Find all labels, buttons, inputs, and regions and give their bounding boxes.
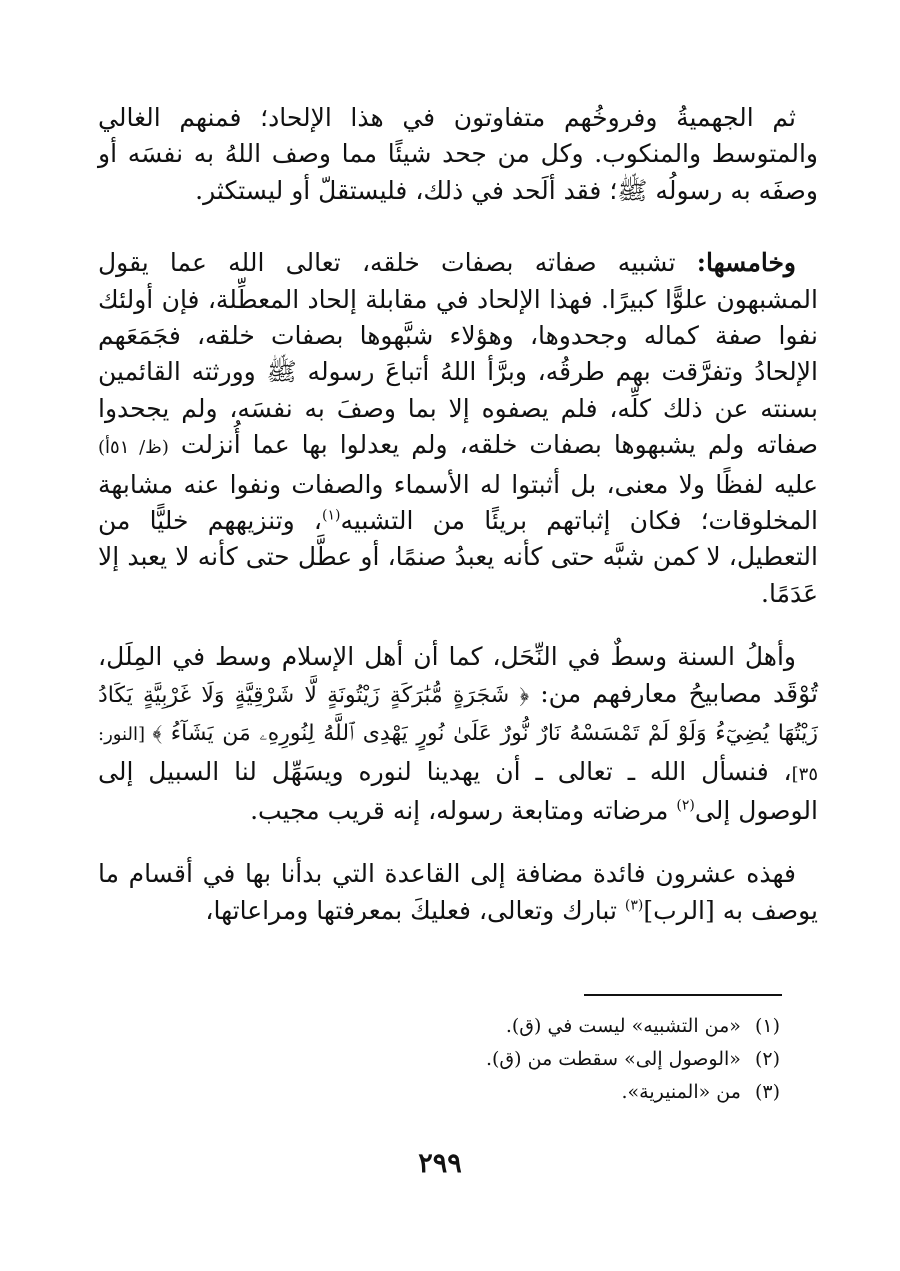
footnote-text: «الوصول إلى» سقطت من (ق). — [485, 1048, 741, 1070]
paragraph-3-part-2: ، فنسأل الله ـ تعالى ـ أن يهدينا لنوره ويسَهِّل لنا السبيل إلى الوصول إلى — [98, 756, 818, 825]
verse-reference: [النور: ٣٥] — [98, 724, 818, 785]
footnote-divider — [584, 994, 782, 996]
paragraph-3-part-3: مرضاته ومتابعة رسوله، إنه قريب مجيب. — [250, 795, 677, 825]
footnote-1 — [220, 1010, 780, 1043]
footnote-text: «من التشبيه» ليست في (ق). — [505, 1015, 741, 1037]
footnote-marker-2: (٢) — [676, 797, 695, 814]
footnote-number: (٢) — [754, 1048, 780, 1070]
paragraph-2-part-2: عليه لفظًا ولا معنى، بل أثبتوا له الأسماء والصفات ونفوا عنه مشابهة المخلوقات؛ فكان إثباتهم بريئًا من التشبيه — [98, 469, 819, 536]
quran-verse: ﴿ شَجَرَةٍ مُّبَٰرَكَةٍ زَيْتُونَةٍ لَّا شَرْقِيَّةٍ وَلَا غَرْبِيَّةٍ يَكَادُ زَيْتُهَا يُضِيٓءُ وَلَوْ لَمْ تَمْسَسْهُ نَارٌ نُّورٌ عَلَىٰ نُورٍ يَهْدِى ٱللَّهُ لِنُورِهِۦ مَن يَشَآءُ ﴾ — [98, 682, 818, 747]
footnote-text: من «المنيرية». — [621, 1081, 741, 1103]
footnotes — [220, 1010, 780, 1109]
paragraph-2-part-1: تشبيه صفاته بصفات خلقه، تعالى الله عما يقول المشبهون علوًّا كبيرًا. فهذا الإلحاد في مقابلة إلحاد المعطِّلة، فإن أولئك نفوا صفة كماله وجحدوها، وهؤلاء شبَّهوها بصفات خلقه، فجَمَعَهم الإلحادُ وتفرَّقت بهم طرقُه، وبرَّأ اللهُ أتباعَ رسوله ﷺ وورثته القائمين بسنته عن ذلك كلِّه، فلم يصفوه إلا بما وصفَ به نفسَه، ولم يجحدوا صفاته ولم يشبهوها بصفات خلقه، ولم يعدلوا بها عما أُنزلت — [98, 248, 818, 460]
footnote-2 — [220, 1043, 780, 1076]
footnote-number: (٣) — [754, 1081, 780, 1103]
footnote-3 — [220, 1076, 780, 1109]
paragraph-3-part-1: وأهلُ السنة وسطٌ في النِّحَل، كما أن أهل الإسلام وسط في المِلَل، تُوْقَد مصابيحُ معارفهم من: — [98, 642, 818, 708]
manuscript-reference: (ظ/ ٥١أ) — [98, 437, 169, 459]
paragraph-2-lead: وخامسها: — [696, 248, 796, 278]
paragraph-4 — [98, 856, 818, 929]
page-body — [98, 100, 818, 956]
paragraph-3 — [98, 639, 818, 829]
footnote-number: (١) — [754, 1015, 780, 1037]
paragraph-4-part-2: تبارك وتعالى، فعليكَ بمعرفتها ومراعاتها، — [205, 895, 625, 925]
paragraph-1-text: ثم الجهميةُ وفروخُهم متفاوتون في هذا الإلحاد؛ فمنهم الغالي والمتوسط والمنكوب. وكل من جحد شيئًا مما وصف اللهُ به نفسَه أو وصفَه به رسولُه ﷺ؛ فقد ألَحد في ذلك، فليستقلّ أو ليستكثر. — [98, 103, 818, 205]
footnote-marker-3: (٣) — [624, 897, 644, 914]
page-number: ٢٩٩ — [418, 1148, 462, 1179]
paragraph-2 — [98, 245, 818, 612]
paragraph-4-part-1: فهذه عشرون فائدة مضافة إلى القاعدة التي بدأنا بها في أقسام ما يوصف به [الرب] — [98, 859, 818, 925]
footnote-marker-1: (١) — [322, 507, 341, 524]
paragraph-2-part-3: ، وتنزيههم خليًّا من التعطيل، لا كمن شبَّه حتى كأنه يعبدُ صنمًا، أو عطَّل حتى كأنه لا يعبد إلا عَدَمًا. — [98, 506, 818, 608]
paragraph-1 — [98, 100, 818, 209]
